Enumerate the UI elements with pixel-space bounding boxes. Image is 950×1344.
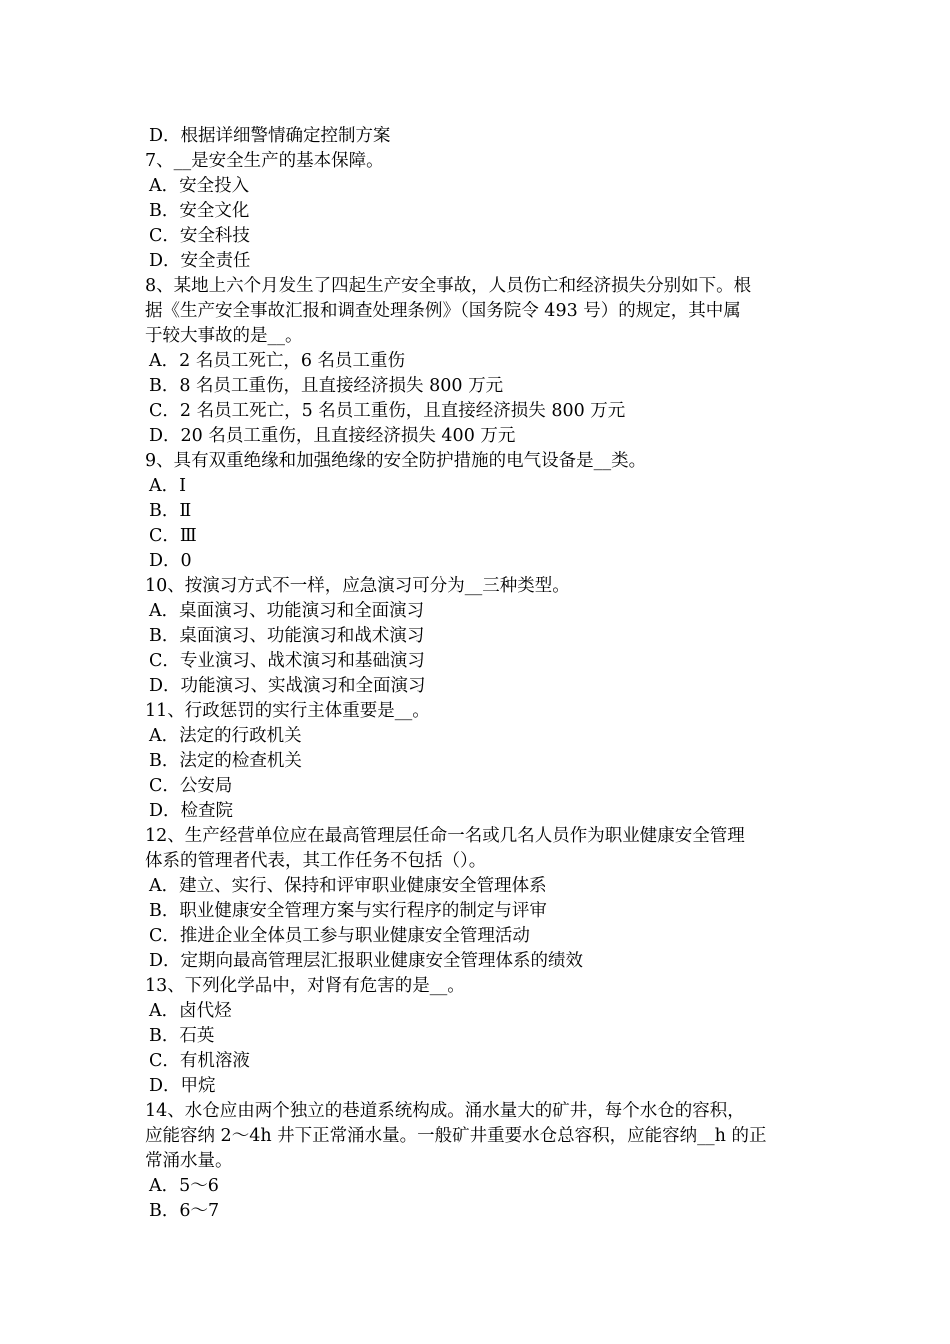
q7-option-d: D．安全责任 — [149, 251, 251, 271]
document-page — [145, 124, 817, 1224]
q7-option-a: A．安全投入 — [149, 176, 250, 196]
q7-option-c: C．安全科技 — [149, 226, 250, 246]
q10-option-a: A．桌面演习、功能演习和全面演习 — [149, 601, 425, 621]
q9-option-b: B．Ⅱ — [149, 501, 192, 521]
q9-option-c: C．Ⅲ — [149, 526, 197, 546]
q10-stem: 10、按演习方式不一样，应急演习可分为__三种类型。 — [145, 576, 570, 596]
q13-option-b: B．石英 — [149, 1026, 215, 1046]
q13-option-c: C．有机溶液 — [149, 1051, 250, 1071]
q12-option-a: A．建立、实行、保持和评审职业健康安全管理体系 — [149, 876, 547, 896]
q10-option-d: D．功能演习、实战演习和全面演习 — [149, 676, 426, 696]
q11-stem: 11、行政惩罚的实行主体重要是__。 — [145, 701, 430, 721]
q8-stem-line-3: 于较大事故的是__。 — [145, 326, 303, 346]
q8-option-b: B．8 名员工重伤，且直接经济损失 800 万元 — [149, 376, 504, 396]
q10-option-c: C．专业演习、战术演习和基础演习 — [149, 651, 425, 671]
q14-option-a: A．5～6 — [149, 1176, 219, 1196]
q14-stem-line-1: 14、水仓应由两个独立的巷道系统构成。涌水量大的矿井，每个水仓的容积， — [145, 1101, 745, 1121]
q11-option-d: D．检查院 — [149, 801, 234, 821]
q13-option-d: D．甲烷 — [149, 1076, 216, 1096]
q8-stem-line-1: 8、某地上六个月发生了四起生产安全事故，人员伤亡和经济损失分别如下。根 — [145, 276, 752, 296]
q14-stem-line-2: 应能容纳 2～4h 井下正常涌水量。一般矿井重要水仓总容积，应能容纳__h 的正 — [145, 1126, 767, 1146]
q8-option-d: D．20 名员工重伤，且直接经济损失 400 万元 — [149, 426, 516, 446]
q8-option-a: A．2 名员工死亡，6 名员工重伤 — [149, 351, 406, 371]
q12-option-d: D．定期向最高管理层汇报职业健康安全管理体系的绩效 — [149, 951, 584, 971]
q13-stem: 13、下列化学品中，对肾有危害的是__。 — [145, 976, 465, 996]
q12-option-b: B．职业健康安全管理方案与实行程序的制定与评审 — [149, 901, 547, 921]
q11-option-a: A．法定的行政机关 — [149, 726, 302, 746]
q6-option-d: D．根据详细警情确定控制方案 — [149, 126, 391, 146]
q11-option-b: B．法定的检查机关 — [149, 751, 302, 771]
q7-option-b: B．安全文化 — [149, 201, 250, 221]
q10-option-b: B．桌面演习、功能演习和战术演习 — [149, 626, 425, 646]
q13-option-a: A．卤代烃 — [149, 1001, 232, 1021]
q12-option-c: C．推进企业全体员工参与职业健康安全管理活动 — [149, 926, 530, 946]
q7-stem: 7、__是安全生产的基本保障。 — [145, 151, 384, 171]
q9-option-a: A．Ⅰ — [149, 476, 187, 496]
q8-option-c: C．2 名员工死亡，5 名员工重伤，且直接经济损失 800 万元 — [149, 401, 626, 421]
q14-option-b: B．6～7 — [149, 1201, 220, 1221]
q12-stem-line-2: 体系的管理者代表，其工作任务不包括（）。 — [145, 851, 487, 871]
q9-stem: 9、具有双重绝缘和加强绝缘的安全防护措施的电气设备是__类。 — [145, 451, 647, 471]
q8-stem-line-2: 据《生产安全事故汇报和调查处理条例》（国务院令 493 号）的规定，其中属 — [145, 301, 741, 321]
q14-stem-line-3: 常涌水量。 — [145, 1151, 233, 1171]
q11-option-c: C．公安局 — [149, 776, 233, 796]
q9-option-d: D．0 — [149, 551, 192, 571]
q12-stem-line-1: 12、生产经营单位应在最高管理层任命一名或几名人员作为职业健康安全管理 — [145, 826, 745, 846]
